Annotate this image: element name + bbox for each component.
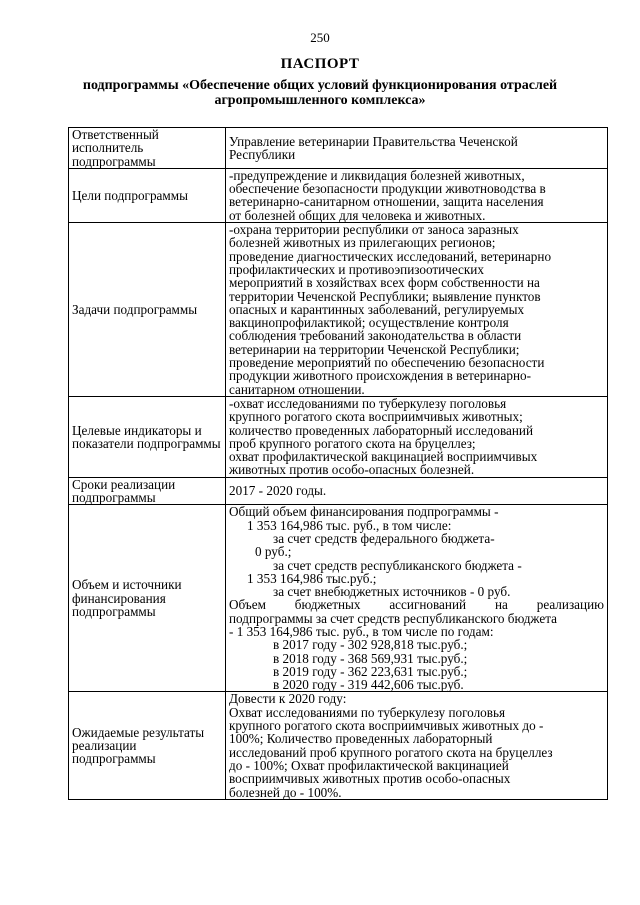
value-line: санитарном отношении.: [229, 381, 365, 397]
value-line: мероприятий в хозяйствах всех форм собственности на: [229, 275, 540, 291]
value-line: территории Чеченской Республики; выявление пунктов: [229, 288, 541, 304]
table-row-results: [69, 692, 608, 799]
value-line: восприимчивых животных против особо-опасных: [229, 771, 511, 787]
word: Объем: [229, 597, 266, 613]
funding-allocations-cont: подпрограммы за счет средств республиканского бюджета: [229, 610, 557, 626]
value-line: -охрана территории республики от заноса заразных: [229, 222, 519, 238]
value-line: крупного рогатого скота восприимчивых животных;: [229, 409, 523, 425]
value-line: Республики: [229, 146, 296, 162]
table-row-timeline: [69, 477, 608, 505]
row-label: Задачи подпрограммы: [69, 223, 226, 397]
value-line: от болезней общих для человека и животных.: [229, 207, 486, 223]
value-line: 2017 - 2020 годы.: [229, 483, 327, 499]
funding-federal: за счет средств федерального бюджета-: [273, 530, 495, 546]
document-subtitle: подпрограммы «Обеспечение общих условий функционирования отраслей агропромышленного комплекса»: [82, 78, 558, 108]
funding-year-2017: в 2017 году - 302 928,818 тыс.руб.;: [273, 637, 468, 653]
value-line: Охват исследованиями по туберкулезу поголовья: [229, 704, 506, 720]
funding-year-2019: в 2019 году - 362 223,631 тыс.руб.;: [273, 663, 468, 679]
value-line: количество проведенных лабораторный исследований: [229, 422, 534, 438]
word: ассигнований: [389, 597, 467, 613]
row-value: [226, 396, 608, 477]
row-value: [226, 168, 608, 222]
value-line: до - 100%; Охват профилактической вакцинацией: [229, 757, 509, 773]
value-line: Довести к 2020 году:: [229, 691, 347, 707]
funding-federal-amount: 0 руб.;: [255, 544, 292, 560]
value-line: 100%; Количество проведенных лабораторный: [229, 731, 493, 747]
row-label: Ответственный исполнитель подпрограммы: [69, 128, 226, 169]
passport-table: [68, 127, 608, 800]
value-line: обеспечение безопасности продукции животноводства в: [229, 181, 546, 197]
row-label: Объем и источники финансирования подпрограммы: [69, 505, 226, 692]
value-line: крупного рогатого скота восприимчивых животных до -: [229, 718, 544, 734]
value-line: проб крупного рогатого скота на бруцеллез;: [229, 435, 476, 451]
funding-year-2020: в 2020 году - 319 442,606 тыс.руб.: [273, 677, 464, 693]
value-line: Управление ветеринарии Правительства Чеченской: [229, 133, 518, 149]
value-line: продукции животного происхождения в ветеринарно-: [229, 368, 531, 384]
document-title: ПАСПОРТ: [280, 56, 360, 72]
value-line: проведение мероприятий по обеспечению безопасности: [229, 355, 545, 371]
value-line: проведение диагностических исследований, ветеринарно: [229, 248, 552, 264]
value-line: -предупреждение и ликвидация болезней животных,: [229, 167, 525, 183]
row-value: [226, 223, 608, 397]
row-value: [226, 128, 608, 169]
table-row-indicators: [69, 396, 608, 477]
value-line: ветеринарно-санитарном отношении, защита населения: [229, 194, 544, 210]
value-line: исследований проб крупного рогатого скота на бруцеллез: [229, 744, 553, 760]
page-number: 250: [310, 30, 330, 45]
row-label: Целевые индикаторы и показатели подпрограммы: [69, 396, 226, 477]
value-line: болезней до - 100%.: [229, 784, 342, 800]
value-line: опасных и карантинных заболеваний, регулируемых: [229, 301, 525, 317]
value-line: профилактических и противоэпизоотических: [229, 261, 484, 277]
value-line: вакцинопрофилактикой; осуществление контроля: [229, 315, 509, 331]
value-line: соблюдения требований законодательства в области: [229, 328, 522, 344]
funding-republic: за счет средств республиканского бюджета -: [273, 557, 522, 573]
funding-year-2018: в 2018 году - 368 569,931 тыс.руб.;: [273, 650, 468, 666]
row-label: Цели подпрограммы: [69, 168, 226, 222]
row-value: [226, 505, 608, 692]
row-label: Сроки реализации подпрограммы: [69, 477, 226, 505]
funding-republic-amount: 1 353 164,986 тыс.руб.;: [247, 570, 377, 586]
row-value: [226, 692, 608, 799]
table-row-goals: [69, 168, 608, 222]
table-row-tasks: [69, 223, 608, 397]
funding-total: Общий объем финансирования подпрограммы -: [229, 504, 499, 520]
value-line: ветеринарии на территории Чеченской Республики;: [229, 341, 520, 357]
funding-total-amount: 1 353 164,986 тыс. руб., в том числе:: [247, 517, 452, 533]
value-line: охват профилактической вакцинацией восприимчивых: [229, 449, 538, 465]
funding-allocations-amount: - 1 353 164,986 тыс. руб., в том числе по годам:: [229, 623, 494, 639]
funding-allocations: [229, 598, 604, 611]
funding-extrabudget: за счет внебюджетных источников - 0 руб.: [273, 584, 511, 600]
row-label: Ожидаемые результаты реализации подпрограммы: [69, 692, 226, 799]
value-line: -охват исследованиями по туберкулезу поголовья: [229, 395, 507, 411]
word: реализацию: [536, 597, 604, 613]
word: бюджетных: [294, 597, 361, 613]
value-line: болезней животных из прилегающих регионов;: [229, 235, 496, 251]
table-row-funding: [69, 505, 608, 692]
row-value: [226, 477, 608, 505]
table-row-responsible: [69, 128, 608, 169]
value-line: животных против особо-опасных болезней.: [229, 462, 475, 478]
word: на: [494, 597, 508, 613]
